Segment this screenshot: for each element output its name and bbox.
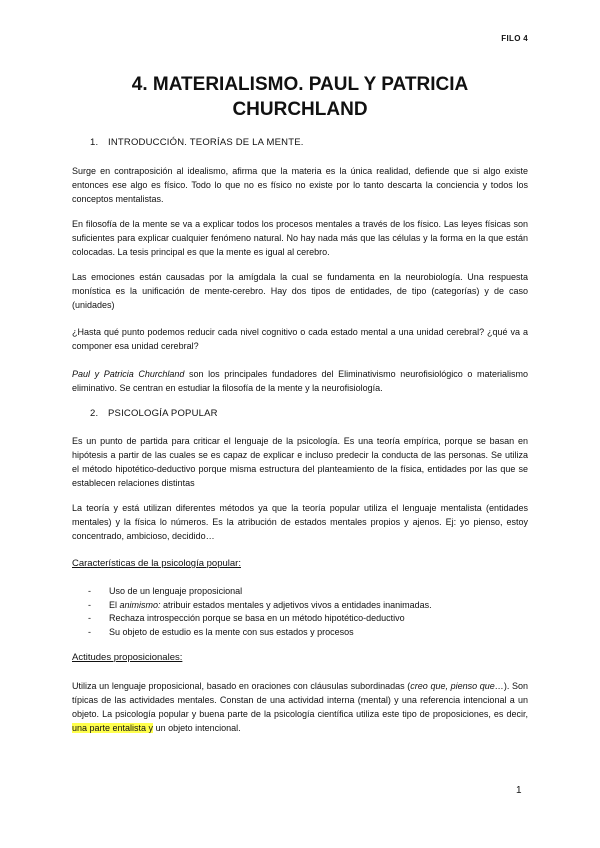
characteristics-heading: Características de la psicología popular:: [72, 558, 241, 569]
paragraph-popular-psychology: Es un punto de partida para criticar el lenguaje de la psicología. Es una teoría empírica, porque se basan en hipótesis a partir de las cuales se es capaz de explicar e incluso predecir la conducta de las personas. Se utiliza el método hipotético-deductivo porque misma estructura del planteamiento de la física, entidades por las que se establecen relaciones distintas: [72, 436, 528, 488]
section-1-number: 1.: [90, 137, 99, 148]
list-item: - El animismo: atribuir estados mentales y adjetivos vivos a entidades inanimadas.: [88, 599, 528, 613]
section-1-heading: [90, 137, 304, 148]
section-2-heading: [90, 408, 218, 419]
page-title: [72, 72, 528, 122]
churchland-names: Paul y Patricia Churchland: [72, 369, 185, 379]
section-2-number: 2.: [90, 408, 99, 419]
list-item: - Rechaza introspección porque se basa en un método hipotético-deductivo: [88, 612, 528, 626]
title-line-2: CHURCHLAND: [232, 99, 368, 120]
paragraph-churchland: [72, 367, 528, 395]
paragraph-philosophy-of-mind: En filosofía de la mente se va a explicar todos los procesos mentales a través de los físico. Las leyes físicas son suficientes para explicar cualquier fenómeno natural. No hay nada más que las células y la forma en la que están colocadas. La tesis principal es que la mente es igual al cerebro.: [72, 219, 528, 257]
paragraph-emotions: Las emociones están causadas por la amígdala la cual se fundamenta en la neurobiología. Una respuesta monística es la unificación de mente-cerebro. Hay dos tipos de entidades, de tipo (categorías) y de caso (unidades): [72, 272, 528, 310]
section-2-title: PSICOLOGÍA POPULAR: [108, 408, 218, 419]
attitudes-heading: Actitudes proposicionales:: [72, 652, 183, 663]
highlighted-text: una parte entalista y: [72, 723, 154, 733]
list-item: - Su objeto de estudio es la mente con sus estados y procesos: [88, 626, 528, 640]
paragraph-materialism-intro: Surge en contraposición al idealismo, afirma que la materia es la única realidad, defiende que si algo existe entonces ese algo es físico. Todo lo que no es físico no existe por lo tanto descarta la conciencia y todos los conceptos mentalistas.: [72, 166, 528, 204]
paragraph-question: ¿Hasta qué punto podemos reducir cada nivel cognitivo o cada estado mental a una unidad cerebral? ¿qué va a componer esa unidad cerebral?: [72, 327, 528, 351]
section-1-title: INTRODUCCIÓN. TEORÍAS DE LA MENTE.: [108, 137, 304, 148]
title-line-1: 4. MATERIALISMO. PAUL Y PATRICIA: [131, 74, 469, 95]
paragraph-propositional-attitudes: Utiliza un lenguaje proposicional, basado en oraciones con cláusulas subordinadas (creo que, pienso que…). Son típicas de las actividades mentales. Constan de una actividad interna (mental) y una referencia intencional a un objeto. La psicología popular y buena parte de la psicología científica utiliza este tipo de proposiciones, es decir, una parte entalista y un objeto intencional.: [72, 681, 528, 733]
page-number: 1: [516, 785, 522, 796]
churchland-description: son los principales fundadores del Eliminativismo neurofisiológico o materialismo eliminativo. Se centran en estudiar la filosofía de la mente y la neurofisiología.: [72, 369, 528, 393]
paragraph-theory-methods: La teoría y está utilizan diferentes métodos ya que la teoría popular utiliza el lenguaje mentalista (entidades mentales) y la física lo números. Es la atribución de estados mentales propios y ajenos. Ej: yo pienso, estoy concentrado, ambicioso, decidido…: [72, 503, 528, 541]
header-tag: FILO 4: [501, 34, 528, 43]
characteristics-list: [88, 585, 528, 639]
list-item: - Uso de un lenguaje proposicional: [88, 585, 528, 599]
